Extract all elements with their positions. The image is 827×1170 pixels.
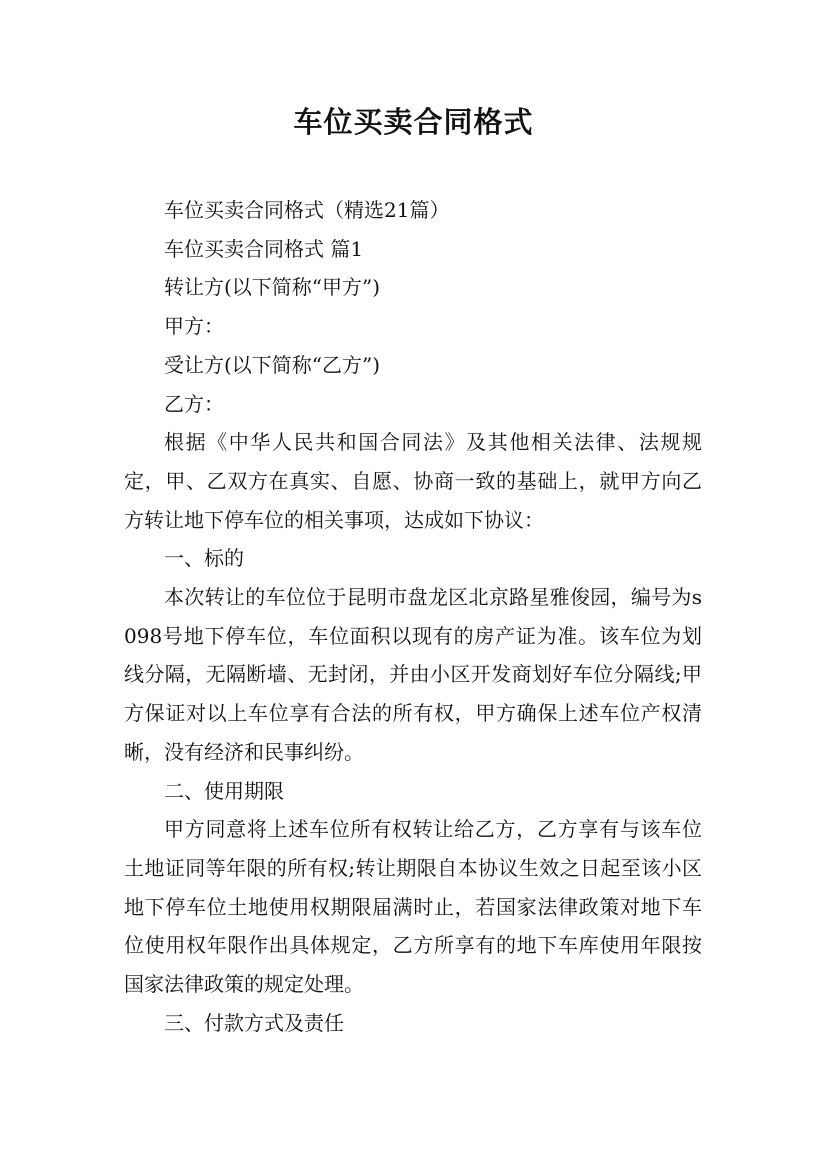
paragraph-section-heading: 车位买卖合同格式 篇1 [164,236,364,261]
paragraph-term: 甲方同意将上述车位所有权转让给乙方，乙方享有与该车位土地证同等年限的所有权;转让期限自本协议生效之日起至该小区地下停车位土地使用权期限届满时止，若国家法律政策对地下车位使用权年限作出具体规定，乙方所享有的地下车库使用年限按国家法律政策的规定处理。 [124,817,702,997]
paragraph-party-a: 甲方： [164,314,224,339]
paragraph-transferee: 受让方(以下简称“乙方”) [164,352,381,377]
paragraph-heading-payment: 三、付款方式及责任 [164,1010,344,1035]
paragraph-transferor: 转让方(以下简称“甲方”) [164,275,381,300]
paragraph-subtitle: 车位买卖合同格式（精选21篇） [164,198,450,222]
paragraph-heading-subject: 一、标的 [164,546,244,571]
document-title: 车位买卖合同格式 [293,105,534,139]
paragraph-preamble: 根据《中华人民共和国合同法》及其他相关法律、法规规定，甲、乙双方在真实、自愿、协商一致的基础上，就甲方向乙方转让地下停车位的相关事项，达成如下协议： [124,430,702,532]
paragraph-subject: 本次转让的车位位于昆明市盘龙区北京路星雅俊园，编号为s098号地下停车位，车位面积以现有的房产证为准。该车位为划线分隔，无隔断墙、无封闭，并由小区开发商划好车位分隔线;甲方保证对以上车位享有合法的所有权，甲方确保上述车位产权清晰，没有经济和民事纠纷。 [124,585,702,764]
paragraph-heading-term: 二、使用期限 [164,778,284,803]
paragraph-party-b: 乙方： [164,391,224,416]
document-body [124,191,702,1042]
